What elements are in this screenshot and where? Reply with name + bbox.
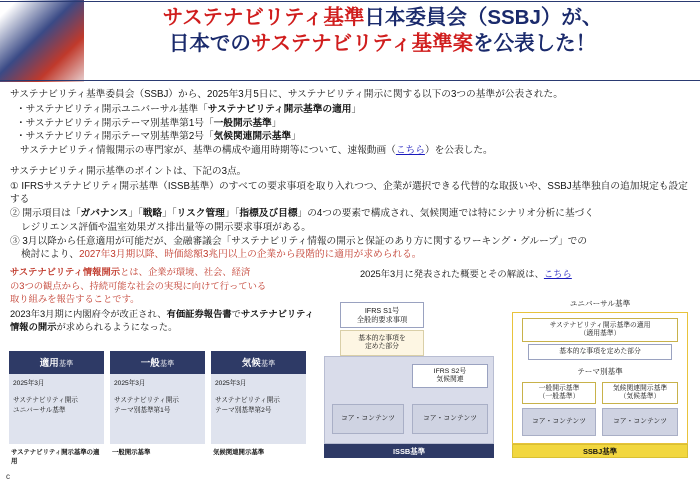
table-body [211, 374, 306, 444]
table-header [211, 351, 306, 374]
bullet-2-suffix: 」 [271, 117, 282, 129]
video-pre-text: サステナビリティ情報開示の専門家が、基準の構成や適用時期等について、速報動画（ [20, 145, 396, 157]
ifrs-s1-inner-box [340, 330, 424, 356]
table-1-footer: サステナビリティ開示基準の適用 [9, 444, 104, 465]
table-body [9, 374, 104, 444]
universal-standard-title [512, 298, 688, 309]
definition-block [10, 266, 320, 335]
lead-paragraph: サステナビリティ基準委員会（SSBJ）から、2025年3月5日に、サステナビリティ開示に関する以下の3つの基準が公表された。 [10, 89, 563, 100]
bullet-1-strong: サステナビリティ開示基準の適用 [207, 103, 352, 115]
definition-text-d: 取り組みを報告することです。 [10, 294, 140, 305]
point-2-continued: レジリエンス評価や温室効果ガス排出量等の開示要求事項がある。 [21, 221, 311, 233]
theme-core-content-left [522, 408, 596, 436]
table-header [9, 351, 104, 374]
video-post-text: ）を公表した。 [424, 145, 493, 157]
summary-note [360, 266, 572, 280]
table-3-footer: 気候関連開示基準 [211, 444, 306, 456]
table-general-standard [109, 350, 206, 466]
issb-core-right-text: コア・コンテンツ [422, 414, 478, 422]
standards-mapping-diagram [316, 294, 692, 474]
definition-text-c: の3つの観点から、持続可能な社会の実現に向けて行っている [10, 280, 267, 291]
law-text-c: で [231, 308, 241, 319]
point-2-c: 」「 [128, 208, 143, 220]
article-body [0, 82, 700, 262]
table-body [110, 374, 205, 444]
bullet-3-prefix: ・サステナビリティ開示テーマ別基準第2号「 [16, 131, 214, 143]
bullet-2-prefix: ・サステナビリティ開示テーマ別基準第1号「 [16, 117, 214, 129]
point-2-g: 」「 [224, 208, 240, 220]
law-text-b: 有価証券報告書 [166, 308, 232, 319]
ifrs-s1-inner-1: 基本的な事項を [358, 334, 406, 342]
theme-core-left-text: コア・コンテンツ [531, 417, 587, 425]
point-2-a: ② 開示項目は「 [10, 208, 81, 220]
point-2-risk: リスク管理 [176, 208, 225, 220]
ssbj-group-label [512, 444, 688, 458]
bullet-3-strong: 気候関連開示基準 [213, 131, 292, 143]
theme-title-text: テーマ別基準 [577, 367, 623, 377]
title-part-navy-2: 日本での [168, 32, 251, 56]
table-applicable-standard [8, 350, 105, 466]
universal-standard-box [522, 318, 678, 342]
definition-term: サステナビリティ情報開示 [10, 267, 121, 278]
table-1-date: 2025年3月 [13, 380, 45, 388]
bullet-1-prefix: ・サステナビリティ開示ユニバーサル基準「 [16, 103, 208, 115]
theme-core-right-text: コア・コンテンツ [612, 417, 668, 425]
theme-right-box [602, 382, 678, 404]
list-item [16, 103, 690, 117]
lower-section [0, 266, 700, 482]
title-part-navy-3: を公表した！ [473, 32, 597, 56]
table-1-name-2: ユニバーサル基準 [13, 406, 66, 414]
table-2-header-main: 一般 [140, 358, 160, 370]
universal-box-line-1: サステナビリティ開示基準の適用 [549, 321, 651, 329]
table-1-name-1: サステナビリティ開示 [13, 397, 78, 405]
universal-inner-box [528, 344, 672, 360]
issb-core-content-right [412, 404, 488, 434]
theme-right-line-1: 気候関連開示基準 [612, 384, 668, 392]
bullet-2-strong: 一般開示基準 [213, 117, 272, 129]
theme-left-box [522, 382, 596, 404]
standards-table-group [8, 350, 308, 466]
list-item [16, 130, 690, 144]
table-header [110, 351, 205, 374]
point-2-strategy: 戦略 [142, 208, 163, 220]
point-3-continued [21, 248, 690, 262]
point-3-cont-a: 検討により、 [21, 249, 80, 261]
table-2-footer: 一般開示基準 [110, 444, 205, 456]
law-text-e: が求められるようになった。 [56, 322, 178, 333]
table-3-header-main: 気候 [241, 358, 261, 370]
summary-note-link[interactable]: こちら [543, 269, 572, 280]
ifrs-s2-title-2: 気候関連 [436, 376, 464, 384]
bullet-3-suffix: 」 [291, 131, 301, 143]
point-3-highlight: 2027年3月期以降、時価総額3兆円以上の企業から段階的に適用が求められる。 [79, 249, 422, 261]
definition-paragraph [10, 266, 320, 306]
video-paragraph [20, 144, 690, 158]
issb-core-left-text: コア・コンテンツ [340, 414, 396, 422]
law-text-d: サステナビリティ情報の開示 [10, 308, 314, 333]
page-header [0, 0, 700, 82]
table-2-header-sub: 基準 [159, 359, 175, 369]
theme-left-line-2: （一般基準） [538, 393, 580, 401]
theme-core-content-right [602, 408, 678, 436]
issb-group-label [324, 444, 494, 458]
table-2-name-1: サステナビリティ開示 [114, 397, 179, 405]
table-2-name-2: テーマ別基準第1号 [114, 406, 171, 414]
issb-core-content-left [332, 404, 404, 434]
issb-label-text: ISSB基準 [392, 446, 426, 456]
theme-right-line-2: （気候基準） [619, 393, 661, 401]
point-1: ① IFRSサステナビリティ開示基準（ISSB基準）のすべての要求事項を取り入れつつ、企業が選択できる代替的な取扱いや、SSBJ基準独自の追加規定も設定する [10, 180, 688, 206]
table-3-name-2: テーマ別基準第2号 [215, 406, 272, 414]
standards-bullet-list [10, 103, 690, 144]
summary-note-text: 2025年3月に発表された概要とその解説は、 [360, 269, 544, 280]
title-part-navy-1: 日本委員会（SSBJ）が、 [364, 6, 603, 29]
universal-box-line-2: （適用基準） [579, 330, 621, 338]
title-part-red-2: サステナビリティ基準案 [250, 32, 474, 56]
page-title [70, 5, 695, 57]
bullet-1-suffix: 」 [351, 103, 362, 115]
table-3-name-1: サステナビリティ開示 [215, 397, 280, 405]
table-climate-standard [210, 350, 307, 466]
ifrs-s1-inner-2: 定めた部分 [365, 343, 399, 351]
ifrs-s2-title-1: IFRS S2号 [433, 367, 467, 375]
ifrs-s1-box [340, 302, 424, 328]
video-link[interactable]: こちら [395, 145, 425, 157]
ifrs-s1-title-1: IFRS S1号 [364, 306, 400, 316]
ssbj-label-text: SSBJ基準 [582, 446, 618, 456]
table-1-header-main: 適用 [39, 358, 59, 370]
universal-title-text: ユニバーサル基準 [569, 299, 631, 309]
point-2-metrics: 指標及び目標 [239, 208, 298, 220]
ifrs-s1-title-2: 全般的要求事項 [356, 315, 408, 325]
title-part-red-1: サステナビリティ基準 [162, 6, 365, 29]
law-text-a: 2023年3月期に内閣府令が改正され、 [10, 308, 167, 319]
theme-left-line-1: 一般開示基準 [538, 384, 580, 392]
point-2-governance: ガバナンス [80, 208, 129, 220]
ifrs-s2-box [412, 364, 488, 388]
footer-mark: c [6, 472, 10, 482]
table-2-date: 2025年3月 [114, 380, 146, 388]
law-paragraph [10, 308, 320, 335]
definition-text-b: とは、企業が環境、社会、経済 [120, 267, 251, 278]
point-2 [10, 207, 690, 235]
point-2-e: 」「 [162, 208, 177, 220]
theme-standard-title [512, 366, 688, 377]
point-2-i: 」の4つの要素で構成され、気候関連では特にシナリオ分析に基づく [297, 208, 595, 220]
points-heading: サステナビリティ開示基準のポイントは、下記の3点。 [10, 165, 247, 177]
list-item [16, 117, 690, 131]
point-3 [10, 235, 690, 263]
point-3-a: ③ 3月以降から任意適用が可能だが、金融審議会「サステナビリティ情報の開示と保証のあり方に関するワーキング・グループ」での [10, 235, 588, 247]
table-1-header-sub: 基準 [58, 359, 74, 369]
table-3-header-sub: 基準 [260, 359, 276, 369]
universal-inner-text: 基本的な事項を定めた部分 [559, 347, 641, 355]
table-3-date: 2025年3月 [215, 380, 247, 388]
